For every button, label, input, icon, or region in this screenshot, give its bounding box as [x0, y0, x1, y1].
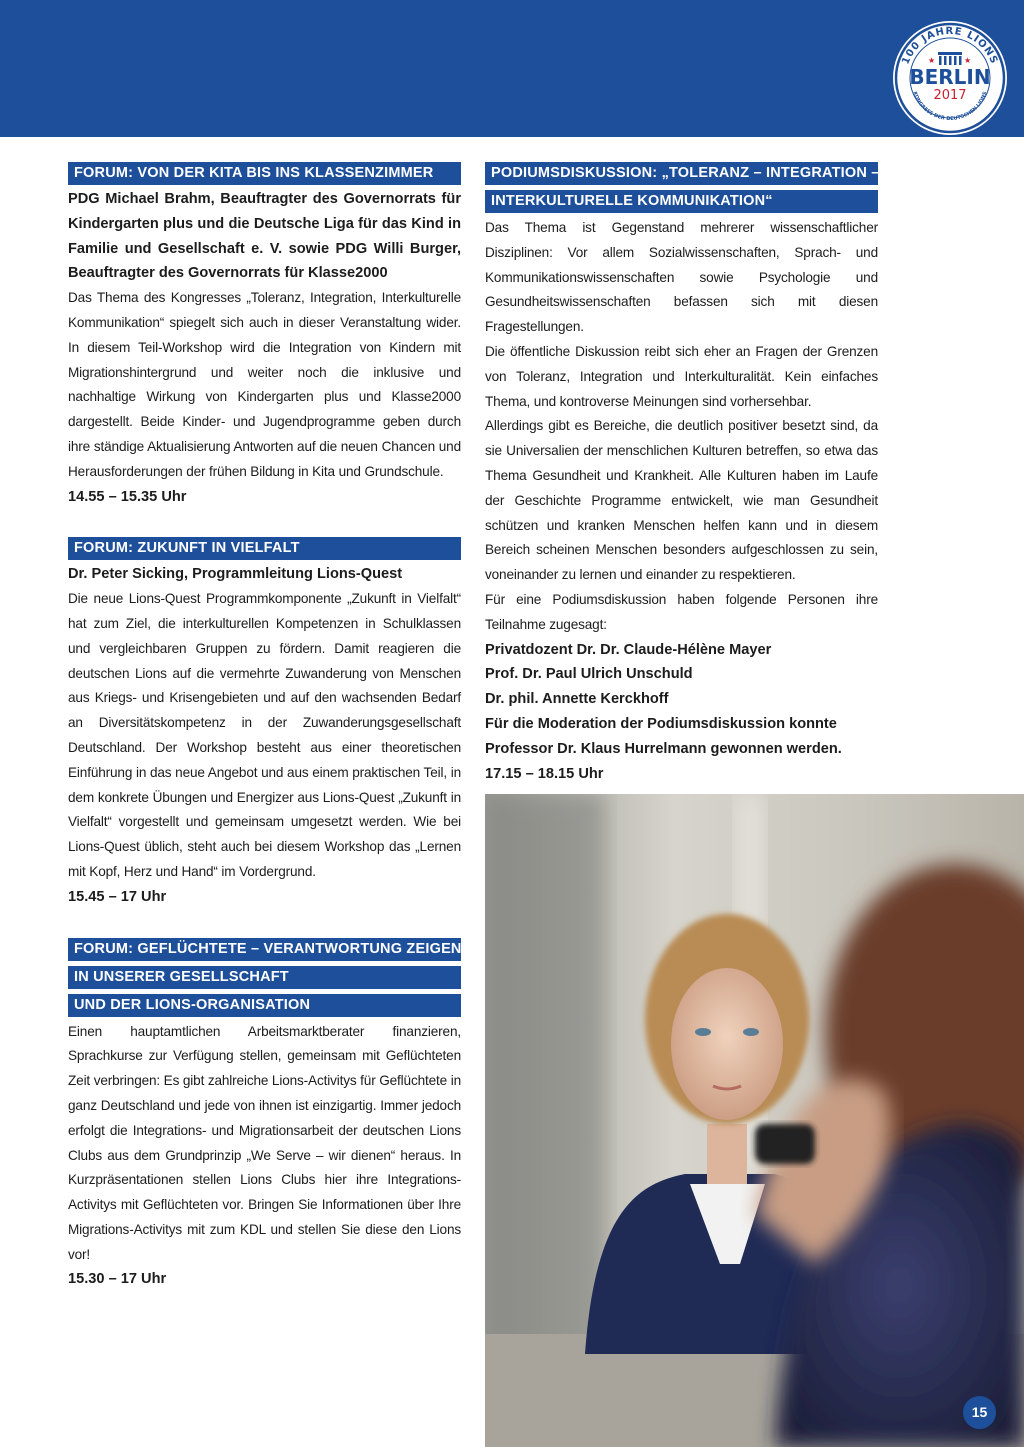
page-number: 15: [963, 1396, 996, 1429]
lions-berlin-2017-logo: [890, 18, 1010, 138]
svg-text:KONGRESS DER DEUTSCHEN LIONS: KONGRESS DER DEUTSCHEN LIONS: [911, 90, 989, 123]
time-vielfalt: 15.45 – 17 Uhr: [68, 888, 167, 905]
star-icon: ★: [964, 56, 972, 65]
body-kita: Das Thema des Kongresses „Toleranz, Integration, Interkulturelle Kommunikation“ spiegelt sich auch in dieser Veranstaltung wider. In diesem Teil-Workshop wird die Integration von Kindern mit Migrationshintergrund und weiter noch die inklusive und nachhaltige Wirkung von Kindergarten plus und Klasse2000 dargestellt. Beide Kinder- und Jugendprogramme geben durch ihre ständige Aktualisierung Antworten auf die neuen Chancen und Herausforderungen der frühen Bildung in Kita und Grundschule.: [68, 290, 461, 479]
right-column: [485, 160, 878, 786]
heading-line: UND DER LIONS-ORGANISATION: [68, 992, 461, 1017]
heading-line: IN UNSERER GESELLSCHAFT: [68, 964, 461, 989]
photo-two-women: [485, 794, 1024, 1447]
section-heading-vielfalt: FORUM: ZUKUNFT IN VIELFALT: [68, 535, 461, 560]
panelist: Dr. phil. Annette Kerckhoff: [485, 691, 669, 708]
time-kita: 14.55 – 15.35 Uhr: [68, 488, 187, 505]
time-podium: 17.15 – 18.15 Uhr: [485, 765, 604, 782]
header-band: [0, 0, 1024, 137]
panelist: Privatdozent Dr. Dr. Claude-Hélène Mayer: [485, 641, 772, 658]
heading-line: FORUM: GEFLÜCHTETE – VERANTWORTUNG ZEIGEN: [68, 936, 461, 961]
heading-line: INTERKULTURELLE KOMMUNIKATION“: [485, 188, 878, 213]
body-vielfalt: Die neue Lions-Quest Programmkomponente „Zukunft in Vielfalt“ hat zum Ziel, die interkulturellen Kompetenzen in Schulklassen und vergleichbaren Gruppen zu fördern. Damit reagieren die deutschen Lions auf die vermehrte Zuwanderung von Menschen aus Kriegs- und Krisengebieten und auf den wachsenden Bedarf an Diversitätskompetenz in der Zuwanderungsgesellschaft Deutschland. Der Workshop besteht aus einer theoretischen Einführung in das neue Angebot und aus einem praktischen Teil, in dem konkrete Übungen und Energizer aus Lions-Quest „Zukunft in Vielfalt“ vorgestellt und gemeinsam umgesetzt werden. Wie bei Lions-Quest üblich, steht auch bei diesem Workshop das „Lernen mit Kopf, Herz und Hand“ im Vordergrund.: [68, 591, 461, 879]
panelist: Prof. Dr. Paul Ulrich Unschuld: [485, 666, 693, 683]
podium-paragraph: Das Thema ist Gegenstand mehrerer wissenschaftlicher Disziplinen: Vor allem Sozialwissenschaften, Sprach- und Kommunikationswissenschaften sowie Psychologie und Gesundheitswissenschaften befassen sich mit diesen Fragestellungen.: [485, 220, 878, 335]
time-gefluechtete: 15.30 – 17 Uhr: [68, 1271, 167, 1288]
svg-text:2017: 2017: [933, 88, 967, 103]
section-heading-kita: FORUM: VON DER KITA BIS INS KLASSENZIMMER: [68, 160, 461, 185]
section-heading-gefluechtete: [68, 936, 461, 1017]
speakers-vielfalt: Dr. Peter Sicking, Programmleitung Lions-Quest: [68, 566, 403, 583]
body-gefluechtete: Einen hauptamtlichen Arbeitsmarktberater finanzieren, Sprachkurse zur Verfügung stellen, gemeinsam mit Geflüchteten Zeit verbringen: Es gibt zahlreiche Lions-Activitys für Geflüchtete in ganz Deutschland und jede von ihnen ist einzigartig. Immer jedoch erfolgt die Integrations- und Migrationsarbeit der deutschen Lions Clubs aus dem Grundprinzip „We Serve – wir dienen“ heraus. In Kurzpräsentationen stellen Lions Clubs hier ihre Integrations-Activitys mit Geflüchteten vor. Bringen Sie Informationen über Ihre Migrations-Activitys mit zum KDL und stellen Sie diese den Lions vor!: [68, 1023, 461, 1262]
left-column: [68, 160, 461, 1292]
speakers-kita: PDG Michael Brahm, Beauftragter des Governorrats für Kindergarten plus und die Deutsche Liga für das Kind in Familie und Gesellschaft e. V. sowie PDG Willi Burger, Beauftragter des Governorrats für Klasse2000: [68, 191, 461, 282]
heading-line: PODIUMSDISKUSSION: „TOLERANZ – INTEGRATION –: [485, 160, 878, 185]
podium-paragraph: Die öffentliche Diskussion reibt sich eher an Fragen der Grenzen von Toleranz, Integration und Interkulturalität. Kein einfaches Thema, und kontroverse Meinungen sind vorhersehbar.: [485, 343, 878, 409]
svg-text:100 JAHRE LIONS: 100 JAHRE LIONS: [900, 25, 1000, 67]
svg-text:BERLIN: BERLIN: [909, 65, 991, 89]
podium-paragraph: Allerdings gibt es Bereiche, die deutlich positiver besetzt sind, da sie Universalien der menschlichen Kulturen betreffen, so etwa das Thema Gesundheit und Krankheit. Alle Kulturen haben im Laufe der Geschichte Programme entwickelt, wie man Gesundheit schützen und kranken Menschen helfen kann und in diesem Bereich scheinen Menschen besonders aufgeschlossen zu sein, voneinander zu lernen und einander zu respektieren.: [485, 418, 878, 583]
star-icon: ★: [928, 56, 936, 65]
moderation-note: Für die Moderation der Podiumsdiskussion konnte Professor Dr. Klaus Hurrelmann gewonnen werden.: [485, 715, 842, 757]
section-heading-podium: [485, 160, 878, 213]
podium-paragraph: Für eine Podiumsdiskussion haben folgende Personen ihre Teilnahme zugesagt:: [485, 591, 878, 632]
